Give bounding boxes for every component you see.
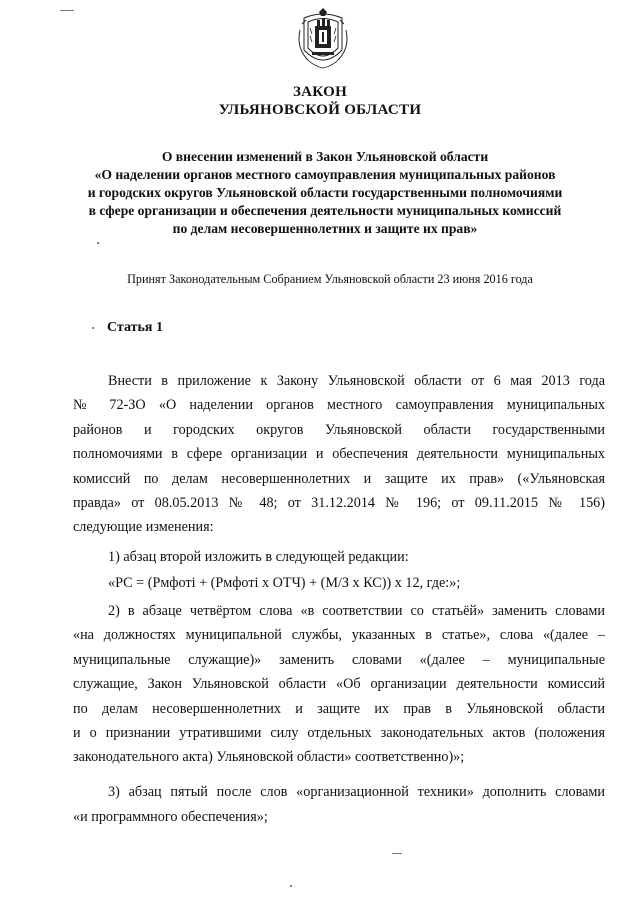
text-line: 3) абзац пятый после слов «организационной техники» дополнить словами (108, 784, 605, 800)
text-line: «и программного обеспечения»; (73, 809, 268, 825)
text-line: правда» от 08.05.2013 № 48; от 31.12.2014 № 196; от 09.11.2015 № 156) (73, 495, 605, 512)
text-line: 2) в абзаце четвёртом слова «в соответствии со статьёй» заменить словами (108, 603, 605, 619)
scan-mark (60, 10, 74, 11)
text-line: по делам несовершеннолетних и защите их прав в Ульяновской области (73, 700, 605, 717)
scan-mark (392, 853, 402, 854)
item-1: 1) абзац второй изложить в следующей редакции: (108, 549, 409, 565)
text-line: № 72-ЗО «О наделении органов местного самоуправления муниципальных (73, 397, 605, 414)
text-line: муниципальные служащие)» заменить словами «(далее – муниципальные (73, 651, 605, 668)
text-line: следующие изменения: (73, 519, 214, 535)
law-subtitle (60, 148, 590, 238)
text-line: «на должностях муниципальной службы, указанных в статье», слова «(далее – (73, 627, 605, 644)
law-title-line2: УЛЬЯНОВСКОЙ ОБЛАСТИ (218, 102, 422, 118)
law-title-line1: ЗАКОН (292, 84, 348, 100)
article-heading: Статья 1 (107, 320, 163, 335)
text-line: полномочиями в сфере организации и обеспечения деятельности муниципальных (73, 446, 605, 463)
item-2 (73, 599, 605, 745)
text-line: Внести в приложение к Закону Ульяновской области от 6 мая 2013 года (108, 373, 605, 389)
text-line: районов и городских округов Ульяновской области государственными (73, 421, 605, 438)
subtitle-line: по делам несовершеннолетних и защите их прав» (172, 221, 478, 236)
article-intro (73, 369, 605, 515)
formula: «РС = (Рмфоті + (Рмфоті х ОТЧ) + (М/З х КС)) х 12, где:»; (108, 575, 461, 591)
adoption-statement: Принят Законодательным Собранием Ульяновской области 23 июня 2016 года (127, 272, 533, 286)
scan-speck (290, 885, 292, 887)
item-3 (73, 780, 605, 804)
text-line: комиссий по делам несовершеннолетних и защите их прав» («Ульяновская (73, 470, 605, 487)
scan-speck (97, 242, 99, 244)
subtitle-line: в сфере организации и обеспечения деятельности муниципальных комиссий (88, 203, 562, 218)
scan-speck (92, 327, 94, 329)
coat-of-arms-emblem (298, 8, 348, 72)
subtitle-line: О внесении изменений в Закон Ульяновской области (161, 149, 489, 164)
text-line: законодательного акта) Ульяновской области» соответственно)»; (73, 749, 465, 765)
subtitle-line: и городских округов Ульяновской области государственными полномочиями (87, 185, 563, 200)
subtitle-line: «О наделении органов местного самоуправления муниципальных районов (94, 167, 556, 182)
text-line: и о признании утратившими силу отдельных законодательных актов (положения (73, 725, 605, 742)
text-line: служащие, Закон Ульяновской области «Об организации деятельности комиссий (73, 676, 605, 693)
